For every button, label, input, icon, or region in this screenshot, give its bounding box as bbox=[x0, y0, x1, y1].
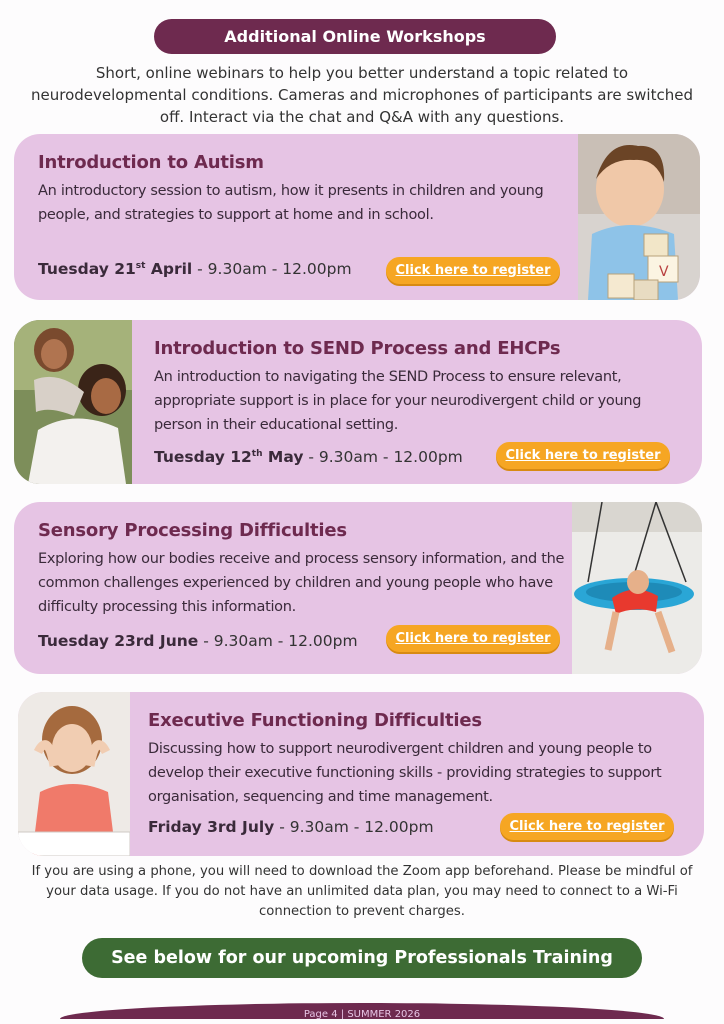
svg-text:V: V bbox=[659, 264, 669, 280]
workshop-title: Introduction to Autism bbox=[38, 152, 264, 173]
mother-and-child-photo bbox=[14, 320, 132, 484]
footer bbox=[60, 1003, 664, 1019]
register-button[interactable]: Click here to register bbox=[386, 625, 560, 652]
register-button[interactable]: Click here to register bbox=[500, 813, 674, 840]
intro-text: Short, online webinars to help you better understand a topic related to neurodevelopmental conditions. Cameras and microphones of participants are switched off. Interact via the chat and Q&A with any questions. bbox=[31, 64, 693, 126]
stressed-girl-photo bbox=[18, 692, 130, 856]
workshop-card-sensory bbox=[14, 502, 702, 674]
workshop-date: Tuesday 23rd June - 9.30am - 12.00pm bbox=[38, 632, 358, 650]
workshop-title: Sensory Processing Difficulties bbox=[38, 520, 347, 541]
workshop-title: Executive Functioning Difficulties bbox=[148, 710, 482, 731]
workshop-description: An introduction to navigating the SEND Process to ensure relevant, appropriate support is in place for your neurodivergent child or young person in their educational setting. bbox=[154, 369, 642, 433]
footer-text: Page 4 | SUMMER 2026 bbox=[303, 1009, 421, 1019]
workshop-title: Introduction to SEND Process and EHCPs bbox=[154, 338, 561, 359]
register-button[interactable]: Click here to register bbox=[386, 257, 560, 284]
workshop-card-autism bbox=[14, 134, 700, 300]
workshop-date: Tuesday 21st April - 9.30am - 12.00pm bbox=[38, 260, 352, 278]
professionals-training-banner: See below for our upcoming Professionals Training bbox=[82, 938, 642, 978]
register-button[interactable]: Click here to register bbox=[496, 442, 670, 469]
child-with-blocks-photo bbox=[578, 134, 700, 300]
workshop-date: Friday 3rd July - 9.30am - 12.00pm bbox=[148, 818, 434, 836]
workshop-description: Discussing how to support neurodivergent children and young people to develop their executive functioning skills - providing strategies to support organisation, sequencing and time management. bbox=[148, 741, 662, 805]
section-title: Additional Online Workshops bbox=[154, 19, 556, 54]
workshop-card-executive bbox=[18, 692, 704, 856]
workshop-description: An introductory session to autism, how it presents in children and young people, and strategies to support at home and in school. bbox=[38, 183, 544, 223]
workshop-date: Tuesday 12th May - 9.30am - 12.00pm bbox=[154, 448, 463, 466]
workshop-description: Exploring how our bodies receive and process sensory information, and the common challenges experienced by children and young people who have difficulty processing this information. bbox=[38, 551, 565, 615]
workshop-card-send bbox=[14, 320, 702, 484]
child-on-swing-photo bbox=[572, 502, 702, 674]
zoom-note: If you are using a phone, you will need to download the Zoom app beforehand. Please be mindful of your data usage. If you do not have an unlimited data plan, you may need to connect to a Wi-Fi connection to prevent charges. bbox=[31, 864, 693, 919]
